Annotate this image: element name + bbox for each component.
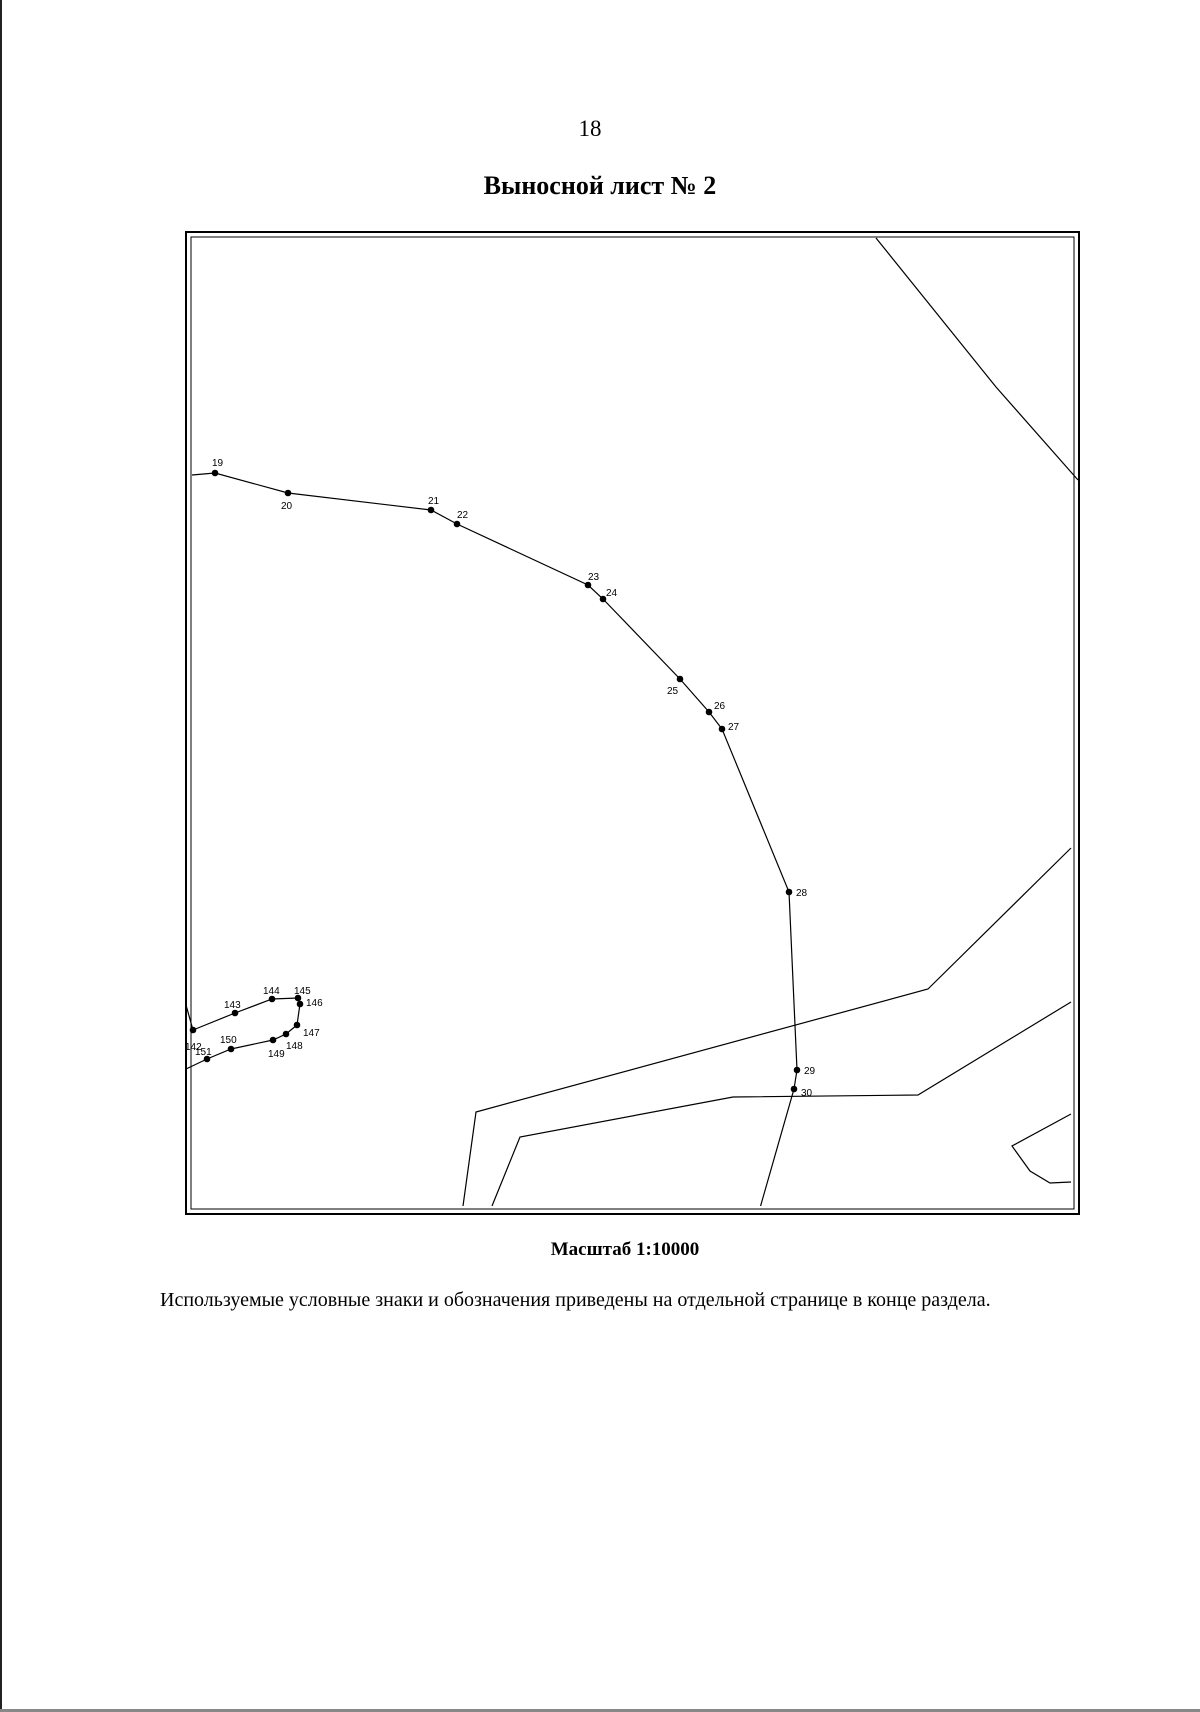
boundary-point-25 <box>677 676 684 683</box>
boundary-point-20 <box>285 490 292 497</box>
scale-label: Масштаб 1:10000 <box>550 1239 700 1260</box>
point-label-28: 28 <box>796 888 808 899</box>
legend-note: Используемые условные знаки и обозначения приведены на отдельной странице в конце раздела. <box>160 1289 991 1311</box>
boundary-point-149 <box>270 1037 277 1044</box>
page-number: 18 <box>578 116 602 141</box>
boundary-points <box>185 458 816 1099</box>
point-label-144: 144 <box>263 986 280 997</box>
boundary-point-29 <box>794 1067 801 1074</box>
point-label-26: 26 <box>714 701 726 712</box>
map-inner-border <box>191 237 1074 1209</box>
point-label-23: 23 <box>588 572 600 583</box>
parcel-boundary-southeast <box>1012 1114 1071 1183</box>
point-label-21: 21 <box>428 496 440 507</box>
point-label-146: 146 <box>306 998 323 1009</box>
point-label-150: 150 <box>220 1035 237 1046</box>
boundary-point-22 <box>454 521 461 528</box>
point-label-29: 29 <box>804 1066 816 1077</box>
boundary-point-150 <box>228 1046 235 1053</box>
boundary-point-148 <box>283 1031 290 1038</box>
boundary-point-147 <box>294 1022 301 1029</box>
boundary-point-146 <box>297 1001 304 1008</box>
point-label-148: 148 <box>286 1041 303 1052</box>
parcel-boundary-northeast <box>876 238 1078 480</box>
boundary-point-19 <box>212 470 219 477</box>
sheet-title: Выносной лист № 2 <box>483 171 717 200</box>
map-outer-border <box>186 232 1079 1214</box>
point-label-24: 24 <box>606 588 618 599</box>
point-label-142: 142 <box>185 1042 202 1053</box>
boundary-line-main <box>192 473 797 1208</box>
point-label-145: 145 <box>294 986 311 997</box>
point-label-149: 149 <box>268 1049 285 1060</box>
point-label-143: 143 <box>224 1000 241 1011</box>
point-label-20: 20 <box>281 501 293 512</box>
boundary-point-27 <box>719 726 726 733</box>
road-edge-upper <box>463 848 1071 1206</box>
point-label-147: 147 <box>303 1028 320 1039</box>
boundary-point-21 <box>428 507 435 514</box>
boundary-point-28 <box>786 889 793 896</box>
point-label-19: 19 <box>212 458 224 469</box>
boundary-point-30 <box>791 1086 798 1093</box>
point-label-151: 151 <box>195 1047 212 1058</box>
road-edge-lower <box>492 1002 1071 1206</box>
boundary-point-142 <box>190 1027 197 1034</box>
point-label-25: 25 <box>667 686 679 697</box>
point-label-22: 22 <box>457 510 469 521</box>
point-label-30: 30 <box>801 1088 813 1099</box>
point-label-27: 27 <box>728 722 740 733</box>
boundary-point-26 <box>706 709 713 716</box>
